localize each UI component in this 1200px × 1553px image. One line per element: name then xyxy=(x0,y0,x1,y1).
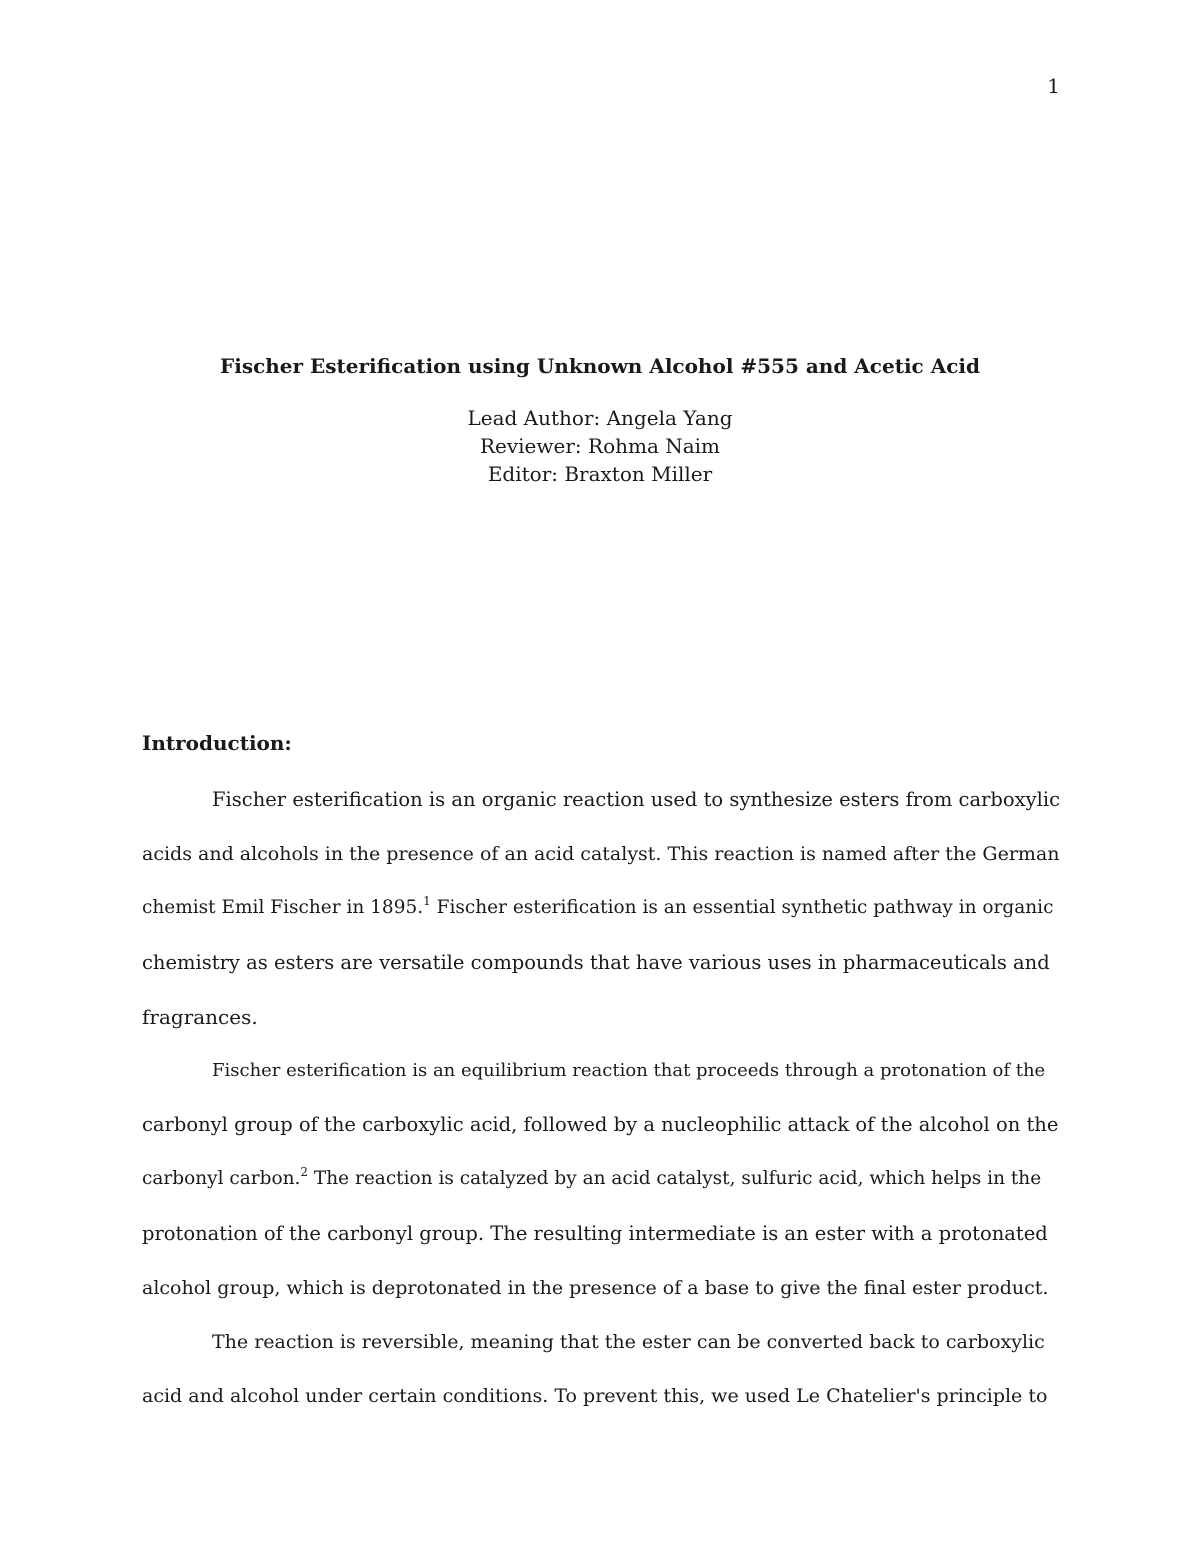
section-heading-introduction: Introduction: xyxy=(142,731,292,755)
title-block xyxy=(0,354,1200,488)
paragraph-line: acid and alcohol under certain conditions. To prevent this, we used Le Chatelier's principle to xyxy=(142,1385,1048,1408)
paragraph-line: Fischer esterification is an equilibrium reaction that proceeds through a protonation of the xyxy=(212,1059,1046,1081)
paragraph-text: chemist Emil Fischer in 1895. xyxy=(142,897,424,919)
paragraph-line: acids and alcohols in the presence of an acid catalyst. This reaction is named after the German xyxy=(142,843,1060,866)
page-number: 1 xyxy=(1047,74,1060,98)
reviewer: Reviewer: Rohma Naim xyxy=(479,434,721,458)
paragraph-line: chemistry as esters are versatile compounds that have various uses in pharmaceuticals and xyxy=(142,950,1050,974)
citation-superscript: 1 xyxy=(423,894,431,909)
document-title: Fischer Esterification using Unknown Alcohol #555 and Acetic Acid xyxy=(220,354,980,378)
paragraph-line xyxy=(142,1164,1062,1218)
paragraph-text: Fischer esterification is an essential synthetic pathway in organic xyxy=(430,897,1054,919)
paragraph-line: carbonyl group of the carboxylic acid, followed by a nucleophilic attack of the alcohol on the xyxy=(142,1113,1059,1137)
paragraph-text: carbonyl carbon. xyxy=(142,1168,301,1190)
paragraph-line: fragrances. xyxy=(142,1004,258,1029)
paragraph-line: protonation of the carbonyl group. The resulting intermediate is an ester with a protonated xyxy=(142,1221,1048,1245)
paragraph-line: alcohol group, which is deprotonated in the presence of a base to give the final ester product. xyxy=(142,1276,1049,1299)
paragraph-text: The reaction is catalyzed by an acid catalyst, sulfuric acid, which helps in the xyxy=(308,1168,1042,1190)
paragraph-line: The reaction is reversible, meaning that the ester can be converted back to carboxylic xyxy=(212,1330,1045,1353)
editor: Editor: Braxton Miller xyxy=(487,462,713,486)
citation-superscript: 2 xyxy=(300,1165,309,1180)
paragraph-line xyxy=(142,893,1062,947)
paragraph-line: Fischer esterification is an organic reaction used to synthesize esters from carboxylic xyxy=(212,788,1061,811)
lead-author: Lead Author: Angela Yang xyxy=(467,406,733,430)
introduction-body xyxy=(142,785,1062,1435)
